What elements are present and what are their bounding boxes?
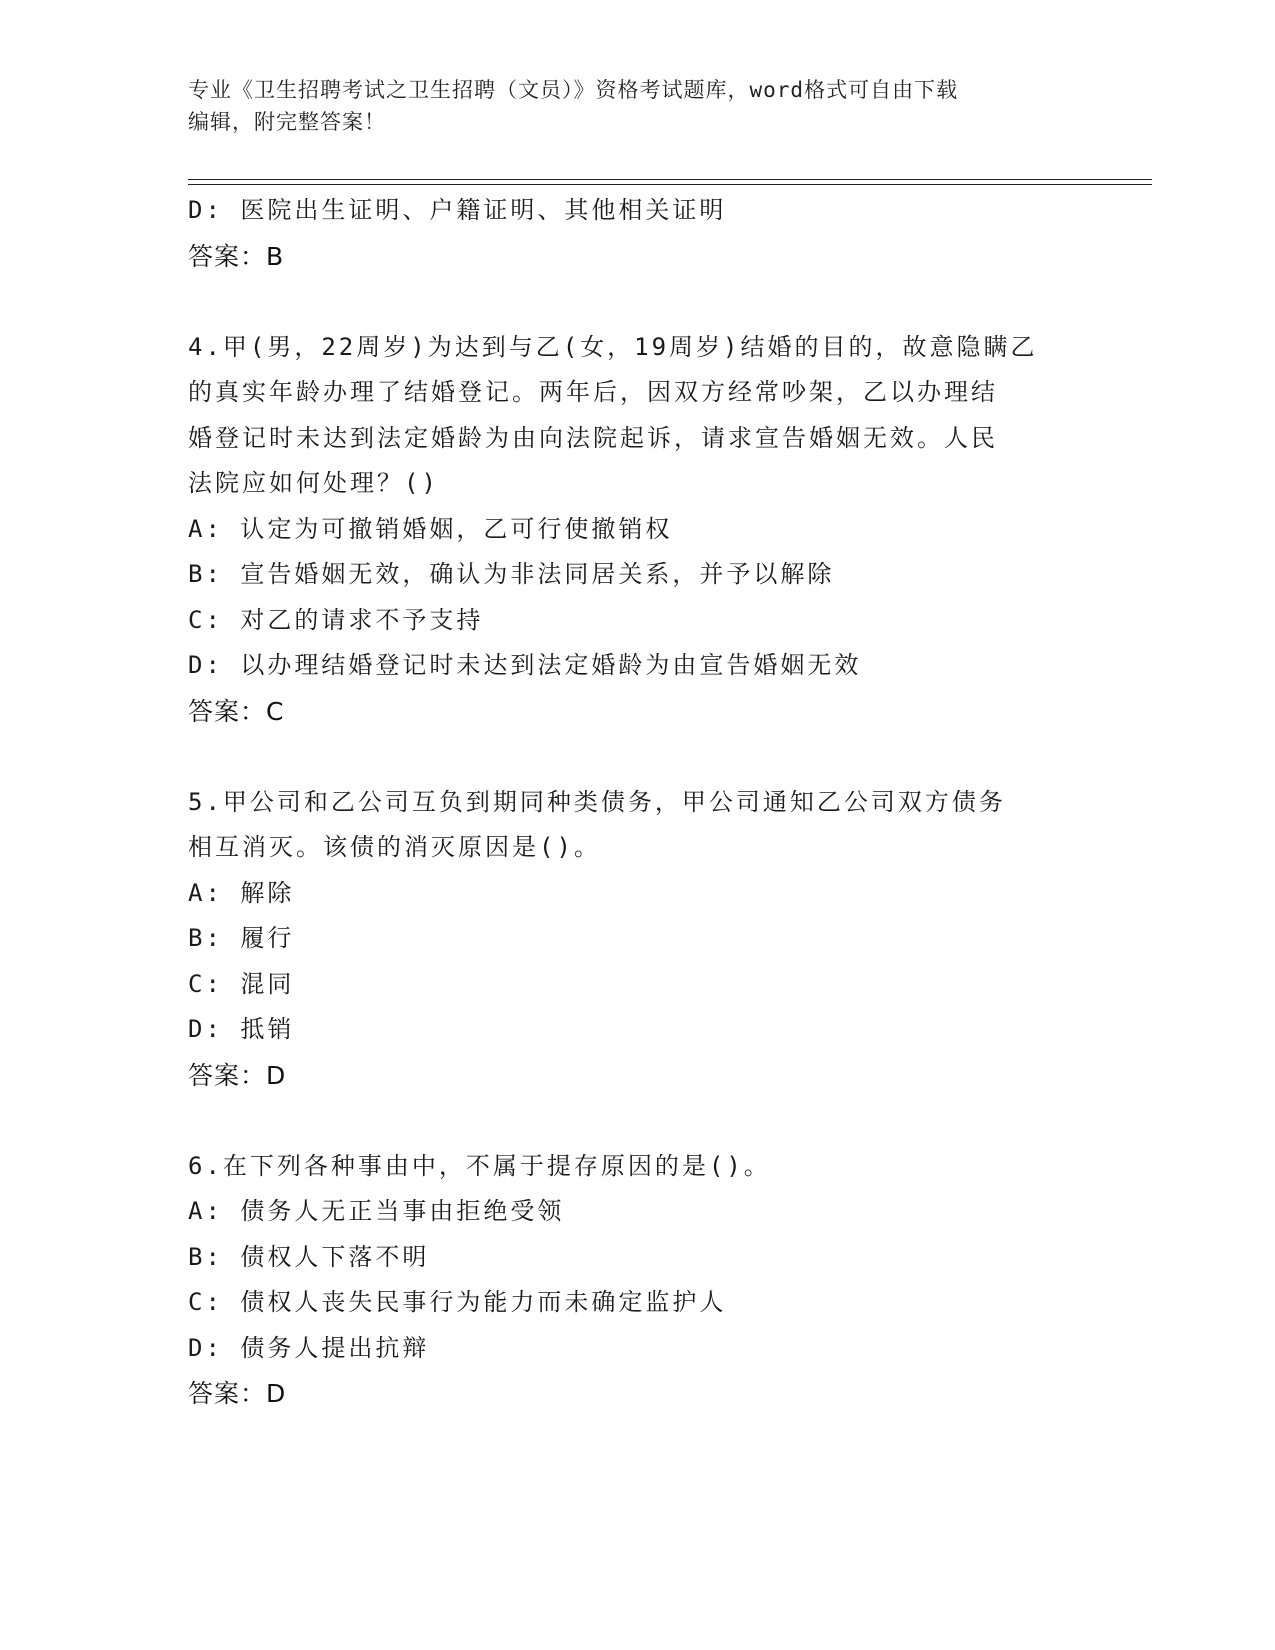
option-d: D: 以办理结婚登记时未达到法定婚龄为由宣告婚姻无效 xyxy=(188,651,862,679)
option-c: C: 债权人丧失民事行为能力而未确定监护人 xyxy=(188,1288,727,1316)
document-header xyxy=(188,74,1088,138)
option-c: C: 混同 xyxy=(188,969,295,998)
question-stem-line: 相互消灭。该债的消灭原因是()。 xyxy=(188,833,601,861)
option-a: A: 解除 xyxy=(188,878,295,907)
question-block-3-tail xyxy=(188,188,1128,279)
question-stem-line: 6.在下列各种事由中，不属于提存原因的是()。 xyxy=(188,1151,771,1180)
question-stem-line: 法院应如何处理？() xyxy=(188,469,439,497)
option-c: C: 对乙的请求不予支持 xyxy=(188,605,484,634)
question-block-5 xyxy=(188,780,1128,1099)
option-b: B: 宣告婚姻无效，确认为非法同居关系，并予以解除 xyxy=(188,560,835,588)
question-stem-line: 婚登记时未达到法定婚龄为由向法院起诉，请求宣告婚姻无效。人民 xyxy=(188,423,998,452)
answer-line: 答案：D xyxy=(188,1379,287,1408)
answer-line: 答案：C xyxy=(188,696,285,726)
question-stem-line: 的真实年龄办理了结婚登记。两年后，因双方经常吵架，乙以办理结 xyxy=(188,378,998,406)
option-d: D: 债务人提出抗辩 xyxy=(188,1333,430,1362)
header-line-2: 编辑，附完整答案！ xyxy=(188,110,386,134)
document-body xyxy=(188,188,1128,1417)
answer-line: 答案：D xyxy=(188,1060,287,1090)
option-b: B: 履行 xyxy=(188,924,295,952)
spacer xyxy=(188,1098,1128,1144)
question-stem-line: 4.甲(男，22周岁)为达到与乙(女，19周岁)结婚的目的，故意隐瞒乙 xyxy=(188,332,1038,361)
option-a: A: 认定为可撤销婚姻，乙可行使撤销权 xyxy=(188,514,673,543)
option-b: B: 债权人下落不明 xyxy=(188,1242,430,1271)
question-stem-line: 5.甲公司和乙公司互负到期同种类债务，甲公司通知乙公司双方债务 xyxy=(188,787,1006,816)
question-block-6 xyxy=(188,1144,1128,1417)
option-a: A: 债务人无正当事由拒绝受领 xyxy=(188,1197,565,1225)
question-block-4 xyxy=(188,325,1128,735)
header-line-1: 专业《卫生招聘考试之卫生招聘（文员）》资格考试题库，word格式可自由下载 xyxy=(188,78,959,102)
option-d: D: 医院出生证明、户籍证明、其他相关证明 xyxy=(188,196,727,224)
answer-line: 答案：B xyxy=(188,241,285,271)
option-d: D: 抵销 xyxy=(188,1015,295,1043)
header-divider-bottom xyxy=(188,184,1152,185)
spacer xyxy=(188,279,1128,325)
header-divider-top xyxy=(188,179,1152,180)
spacer xyxy=(188,734,1128,780)
